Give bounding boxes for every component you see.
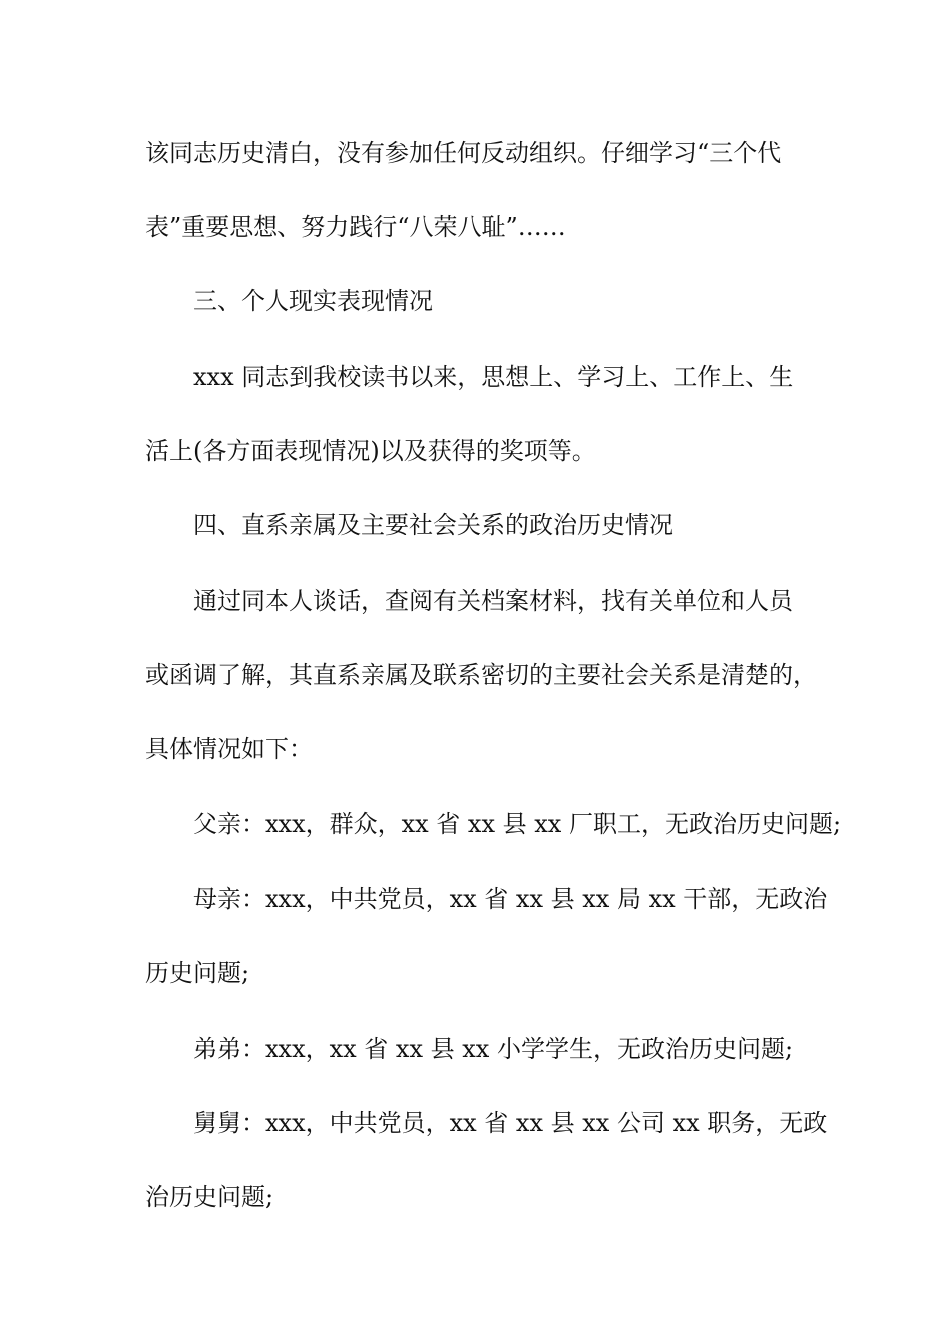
relative-mother-line: 母亲：xxx，中共党员，xx 省 xx 县 xx 局 xx 干部，无政治 xyxy=(193,885,828,913)
body-line-5: 活上(各方面表现情况)以及获得的奖项等。 xyxy=(145,437,596,465)
relative-father-line: 父亲：xxx，群众，xx 省 xx 县 xx 厂职工，无政治历史问题; xyxy=(193,810,842,838)
relative-uncle-line-cont: 治历史问题; xyxy=(145,1183,274,1211)
relative-uncle-line: 舅舅：xxx，中共党员，xx 省 xx 县 xx 公司 xx 职务，无政 xyxy=(193,1109,828,1137)
relative-brother-line: 弟弟：xxx，xx 省 xx 县 xx 小学学生，无政治历史问题; xyxy=(193,1035,794,1063)
body-line-2: 表”重要思想、努力践行“八荣八耻”…… xyxy=(145,213,566,241)
body-line-1: 该同志历史清白，没有参加任何反动组织。仔细学习“三个代 xyxy=(145,139,782,167)
section-heading-4: 四、直系亲属及主要社会关系的政治历史情况 xyxy=(193,511,673,539)
body-line-7: 通过同本人谈话，查阅有关档案材料，找有关单位和人员 xyxy=(193,587,793,615)
body-line-8: 或函调了解，其直系亲属及联系密切的主要社会关系是清楚的， xyxy=(145,661,817,689)
body-line-4: xxx 同志到我校读书以来，思想上、学习上、工作上、生 xyxy=(193,363,794,391)
relative-mother-line-cont: 历史问题; xyxy=(145,959,250,987)
section-heading-3: 三、个人现实表现情况 xyxy=(193,287,433,315)
body-line-9: 具体情况如下： xyxy=(145,735,313,763)
